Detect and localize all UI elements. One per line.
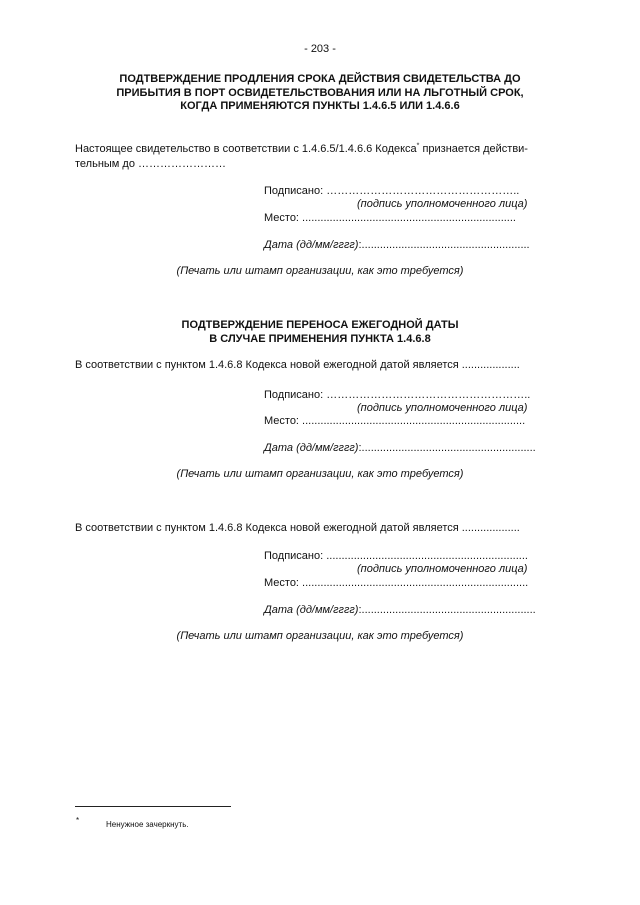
section1-heading-line: ПОДТВЕРЖДЕНИЕ ПРОДЛЕНИЯ СРОКА ДЕЙСТВИЯ СВИДЕТЕЛЬСТВА ДО (119, 73, 521, 85)
section2-signature-note: (подпись уполномоченного лица) (357, 402, 528, 414)
section2-place-line: Место: ......................................................................... (264, 415, 526, 427)
page-number: - 203 - (304, 43, 336, 55)
section1-text-part: признается действи- (419, 143, 528, 155)
section1-heading-line: ПРИБЫТИЯ В ПОРТ ОСВИДЕТЕЛЬСТВОВАНИЯ ИЛИ НА ЛЬГОТНЫЙ СРОК, (116, 86, 524, 99)
section1-text-part: Настоящее свидетельство в соответствии с 1.4.6.5/1.4.6.6 Кодекса (75, 143, 417, 155)
section1-signed-line: Подписано: …………………………………………….. (264, 185, 520, 197)
date-dots: :......................................................... (358, 604, 536, 616)
section2-heading-line: В СЛУЧАЕ ПРИМЕНЕНИЯ ПУНКТА 1.4.6.8 (209, 332, 431, 345)
section1-place-line: Место: ...................................................................... (264, 212, 516, 224)
section2-date-line (264, 441, 536, 455)
section3-stamp-note: (Печать или штамп организации, как это требуется) (176, 630, 464, 642)
section1-heading (0, 73, 640, 114)
date-label: Дата (дд/мм/гггг) (264, 442, 359, 454)
section3-text: В соответствии с пунктом 1.4.6.8 Кодекса новой ежегодной датой является ................... (75, 522, 520, 534)
section2-heading (0, 319, 640, 346)
section1-text-line2: тельным до …………………… (75, 158, 227, 170)
date-dots: :....................................................... (358, 239, 530, 251)
section2-signed-line: Подписано: ……………………………………………….. (264, 389, 531, 401)
date-dots: :......................................................... (358, 442, 536, 454)
footnote-reference: * (416, 142, 420, 150)
section1-heading-line: КОГДА ПРИМЕНЯЮТСЯ ПУНКТЫ 1.4.6.5 ИЛИ 1.4.6.6 (180, 100, 460, 112)
date-label: Дата (дд/мм/гггг) (264, 604, 359, 616)
section1-text-line1 (75, 142, 528, 157)
footnote-divider (75, 806, 231, 807)
date-label: Дата (дд/мм/гггг) (264, 239, 359, 251)
section1-signature-note: (подпись уполномоченного лица) (357, 198, 528, 210)
section1-stamp-note: (Печать или штамп организации, как это требуется) (176, 265, 464, 277)
section3-signed-line: Подписано: .................................................................. (264, 550, 528, 562)
section3-date-line (264, 603, 536, 617)
section1-date-line (264, 238, 530, 252)
section3-signature-note: (подпись уполномоченного лица) (357, 563, 528, 575)
section2-stamp-note: (Печать или штамп организации, как это требуется) (176, 468, 464, 480)
footnote-text: Ненужное зачеркнуть. (106, 820, 189, 829)
section2-text: В соответствии с пунктом 1.4.6.8 Кодекса новой ежегодной датой является ................... (75, 359, 520, 371)
section2-heading-line: ПОДТВЕРЖДЕНИЕ ПЕРЕНОСА ЕЖЕГОДНОЙ ДАТЫ (181, 319, 459, 331)
footnote-marker: * (76, 816, 80, 825)
section3-place-line: Место: .......................................................................... (264, 577, 529, 589)
